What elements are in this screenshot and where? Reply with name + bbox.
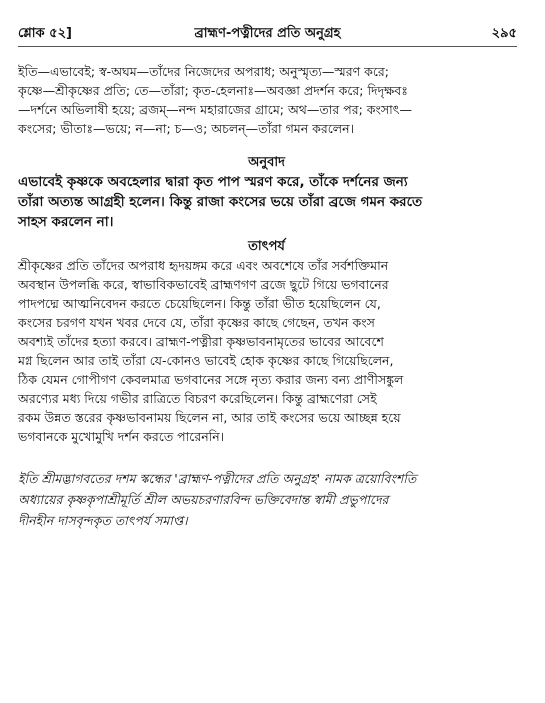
verse-reference: শ্লোক ৫২]	[18, 26, 72, 41]
purport-line: অবস্থান উপলব্ধি করে, স্বাভাবিকভাবেই ব্রাহ্মণগণ ব্রজে ছুটে গিয়ে ভগবানের	[18, 277, 389, 292]
synonyms-line: কংসের; ভীতাঃ—ভয়ে; ন—না; চ—ও; অচলন্—তাঁরা গমন করলেন।	[18, 121, 355, 136]
page-number: ২৯৫	[491, 26, 517, 41]
purport-line: ঠিক যেমন গোপীগণ কেবলমাত্র ভগবানের সঙ্গে নৃত্য করার জন্য বন্য প্রাণীসঙ্কুল	[18, 372, 404, 387]
synonyms-line: —দর্শনে অভিলাষী হয়ে; ব্রজম্—নন্দ মহারাজের গ্রামে; অথ—তার পর; কংসাৎ—	[18, 102, 412, 117]
word-synonyms	[18, 62, 515, 138]
synonyms-line: কৃষ্ণে—শ্রীকৃষ্ণের প্রতি; তে—তাঁরা; কৃত-হেলনাঃ—অবজ্ঞা প্রদর্শন করে; দিদৃক্ষবঃ	[18, 83, 408, 98]
translation-text	[18, 172, 515, 232]
translation-heading: অনুবাদ	[248, 155, 285, 170]
page-header	[18, 24, 517, 44]
translation-line: সাহস করলেন না।	[18, 214, 114, 230]
purport-text	[18, 256, 515, 446]
translation-line: এভাবেই কৃষ্ণকে অবহেলার দ্বারা কৃত পাপ স্মরণ করে, তাঁকে দর্শনের জন্য	[18, 174, 408, 190]
colophon-line: দীনহীন দাসবৃন্দকৃত তাৎপর্য সমাপ্ত।	[18, 513, 188, 528]
synonyms-line: ইতি—এভাবেই; স্ব-অঘম—তাঁদের নিজেদের অপরাধ; অনুস্মৃত্য—স্মরণ করে;	[18, 64, 390, 79]
header-divider	[18, 46, 517, 47]
purport-line: মগ্ন ছিলেন আর তাই তাঁরা যে-কোনও ভাবেই হোক কৃষ্ণের কাছে গিয়েছিলেন,	[18, 353, 394, 368]
purport-line: রকম উন্নত স্তরের কৃষ্ণভাবনাময় ছিলেন না, আর তাই কংসের ভয়ে আচ্ছন্ন হয়ে	[18, 410, 401, 425]
purport-line: ভগবানকে মুখোমুখি দর্শন করতে পারেননি।	[18, 429, 225, 444]
purport-line: শ্রীকৃষ্ণের প্রতি তাঁদের অপরাধ হৃদয়ঙ্গম করে এবং অবশেষে তাঁর সর্বশক্তিমান	[18, 258, 389, 273]
translation-line: তাঁরা অত্যন্ত আগ্রহী হলেন। কিন্তু রাজা কংসের ভয়ে তাঁরা ব্রজে গমন করতে	[18, 194, 423, 210]
purport-line: কংসের চরগণ যখন খবর দেবে যে, তাঁরা কৃষ্ণের কাছে গেছেন, তখন কংস	[18, 315, 375, 330]
purport-heading: তাৎপর্য	[248, 239, 285, 254]
chapter-colophon	[18, 468, 528, 531]
purport-line: পাদপদ্মে আত্মনিবেদন করতে চেয়েছিলেন। কিন্তু তাঁরা ভীত হয়েছিলেন যে,	[18, 296, 381, 311]
colophon-line: ইতি শ্রীমদ্ভাগবতের দশম স্কন্ধের 'ব্রাহ্মণ-পত্নীদের প্রতি অনুগ্রহ' নামক ত্রয়োবিংশতি	[18, 471, 417, 486]
purport-line: অরণ্যের মধ্য দিয়ে গভীর রাত্রিতে বিচরণ করেছিলেন। কিন্তু ব্রাহ্মণেরা সেই	[18, 391, 377, 406]
colophon-line: অধ্যায়ের কৃষ্ণকৃপাশ্রীমূর্তি শ্রীল অভয়চরণারবিন্দ ভক্তিবেদান্ত স্বামী প্রভুপাদের	[18, 492, 389, 507]
purport-line: অবশ্যই তাঁদের হত্যা করবে। ব্রাহ্মণ-পত্নীরা কৃষ্ণভাবনামৃতের ভাবের আবেশে	[18, 334, 384, 349]
chapter-title: ব্রাহ্মণ-পত্নীদের প্রতি অনুগ্রহ	[194, 26, 341, 41]
